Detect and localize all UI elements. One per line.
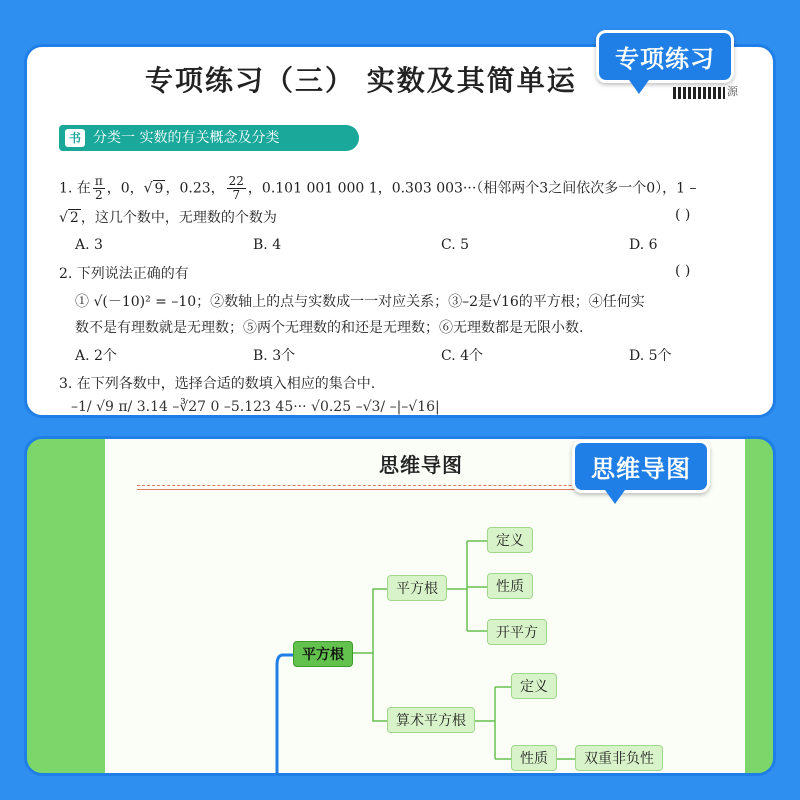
section-header [59, 125, 359, 151]
question-1-line-2: √ 2 ，这几个数中，无理数的个数为 [59, 210, 277, 226]
mindmap-title: 思维导图 [379, 453, 463, 477]
question-3-stem: 3. 在下列各数中，选择合适的数填入相应的集合中. [59, 376, 376, 392]
fraction-pi-over-2: $\frac{\pi}{2}$ [94, 174, 103, 202]
question-1-option-c: C. 5 [441, 237, 470, 253]
book-icon: 书 [65, 129, 85, 147]
question-1-option-d: D. 6 [629, 237, 658, 253]
qr-code-icon [673, 87, 725, 99]
mindmap-node-definition-1: 定义 [487, 527, 533, 553]
mindmap-badge: 思维导图 [572, 440, 710, 493]
question-2-answer-blank: ( ) [675, 263, 691, 279]
question-2-option-a: A. 2个 [75, 348, 117, 364]
mindmap-branch-arithmetic-root: 算术平方根 [387, 707, 475, 733]
question-2-option-d: D. 5个 [629, 348, 672, 364]
question-2-stem: 2. 下列说法正确的有 [59, 266, 189, 282]
question-2-line-1: ① √(－10)² = –10；②数轴上的点与实数成一一对应关系；③–2是√16的平方根；④任何实 [75, 294, 645, 310]
fraction-22-over-7: $\frac{22}{7}$ [228, 174, 244, 202]
mindmap-node-extraction: 开平方 [487, 619, 547, 645]
qr-label: 源 [727, 85, 738, 98]
question-2-option-b: B. 3个 [253, 348, 296, 364]
question-1-option-a: A. 3 [75, 237, 103, 253]
question-1-option-b: B. 4 [253, 237, 282, 253]
mindmap-node-property-1: 性质 [487, 573, 533, 599]
mindmap-node-property-2: 性质 [511, 745, 557, 771]
question-1-answer-blank: ( ) [675, 207, 691, 223]
section-label: 分类一 实数的有关概念及分类 [93, 130, 280, 146]
question-2-line-2: 数不是有理数就是无理数；⑤两个无理数的和还是无理数；⑥无理数都是无限小数. [75, 320, 584, 336]
question-2-option-c: C. 4个 [441, 348, 484, 364]
exercise-card [24, 44, 776, 418]
mindmap-node-double-nonnegativity: 双重非负性 [575, 745, 663, 771]
mindmap-root-node: 平方根 [293, 641, 353, 667]
mindmap-branch-square-root: 平方根 [387, 575, 447, 601]
document-title: 专项练习（三） 实数及其简单运 [145, 64, 577, 97]
question-3-values: –1/ √9 π/ 3.14 –∛27 0 –5.123 45··· √0.25 –√3/ –|–√16| [71, 399, 440, 415]
exercise-badge: 专项练习 [596, 30, 734, 83]
question-1-line-1: 1. 在 $\frac{\pi}{2}$ ，0，√ 9 ，0.23， $\frac{22}{7}$ ，0.101 001 000 1，0.303 003···（相邻两个3之间依次多一个0），1 – [59, 174, 697, 202]
mindmap-node-definition-2: 定义 [511, 673, 557, 699]
